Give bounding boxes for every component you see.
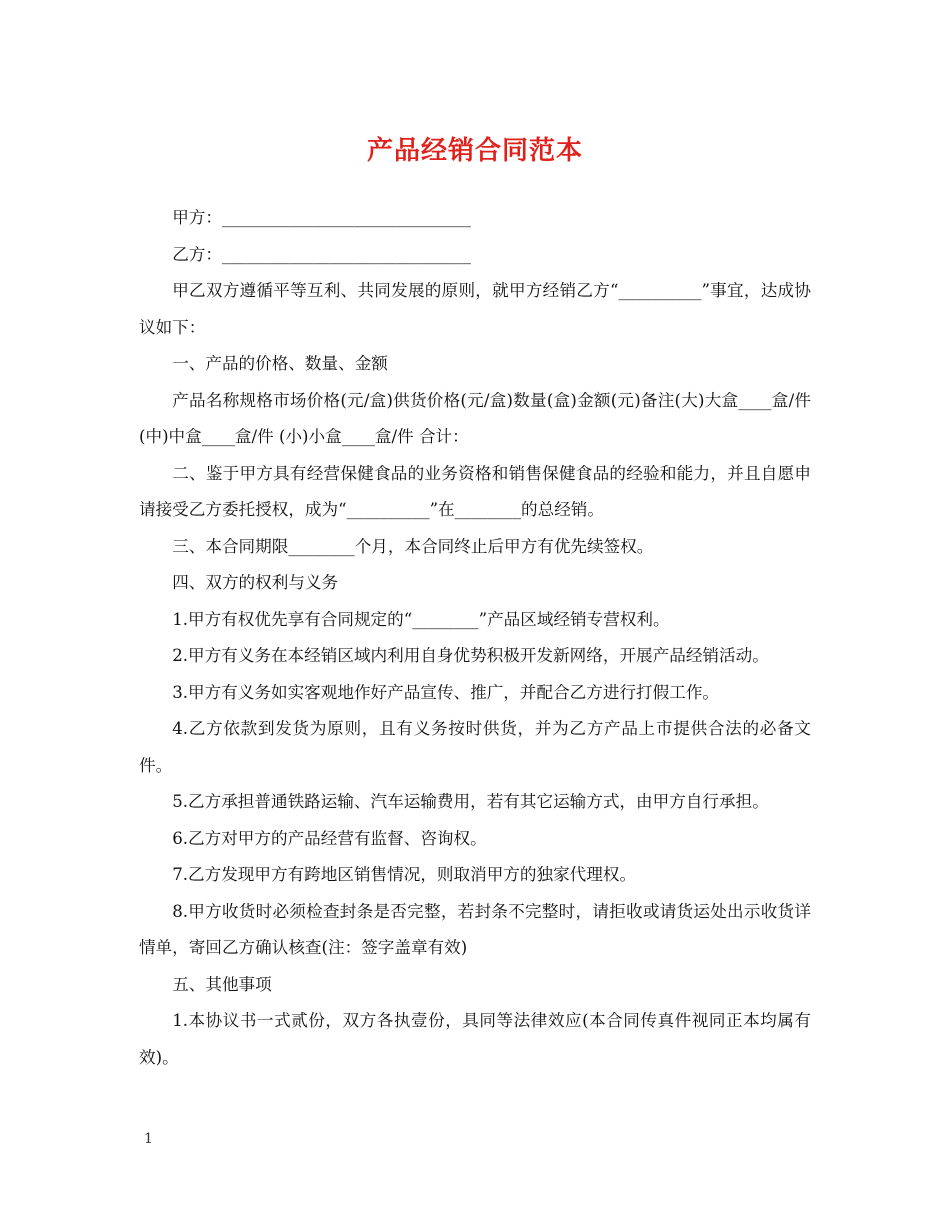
clause-4-3: 3.甲方有义务如实客观地作好产品宣传、推广，并配合乙方进行打假工作。 — [172, 682, 720, 702]
product-table-text: 产品名称规格市场价格(元/盒)供货价格(元/盒)数量(盒)金额(元)备注(大)大盒____盒/件 (中)中盒____盒/件 (小)小盒____盒/件 合计： — [139, 390, 811, 446]
section-heading-5: 五、其他事项 — [172, 974, 272, 994]
page-number: 1 — [144, 1131, 153, 1147]
clause-4-7: 7.乙方发现甲方有跨地区销售情况，则取消甲方的独家代理权。 — [172, 865, 637, 884]
clause-5-1: 1.本协议书一式贰份，双方各执壹份，具同等法律效应(本合同传真件视同正本均属有效)。 — [139, 1011, 811, 1067]
document-body — [139, 200, 811, 1076]
section-2-paragraph: 二、鉴于甲方具有经营保健食品的业务资格和销售保健食品的经验和能力，并且自愿申请接受乙方委托授权，成为“__________”在________的总经销。 — [139, 463, 811, 519]
party-b-line: 乙方：______________________________ — [172, 244, 471, 264]
clause-4-2: 2.甲方有义务在本经销区域内利用自身优势积极开发新网络，开展产品经销活动。 — [172, 646, 769, 665]
preamble-paragraph: 甲乙双方遵循平等互利、共同发展的原则，就甲方经销乙方“__________”事宜，达成协议如下： — [139, 281, 811, 337]
clause-4-1: 1.甲方有权优先享有合同规定的“________”产品区域经销专营权利。 — [172, 609, 670, 629]
section-3-paragraph: 三、本合同期限________个月，本合同终止后甲方有优先续签权。 — [172, 536, 654, 556]
document-title: 产品经销合同范本 — [366, 136, 583, 166]
clause-4-8: 8.甲方收货时必须检查封条是否完整，若封条不完整时，请拒收或请货运处出示收货详情单，寄回乙方确认核查(注：签字盖章有效) — [139, 901, 811, 957]
clause-4-4: 4.乙方依款到发货为原则，且有义务按时供货，并为乙方产品上市提供合法的必备文件。 — [139, 719, 811, 775]
section-heading-1: 一、产品的价格、数量、金额 — [172, 354, 388, 373]
party-a-line: 甲方：______________________________ — [172, 208, 471, 227]
clause-4-5: 5.乙方承担普通铁路运输、汽车运输费用，若有其它运输方式，由甲方自行承担。 — [172, 792, 769, 811]
clause-4-6: 6.乙方对甲方的产品经营有监督、咨询权。 — [172, 828, 487, 848]
section-heading-4: 四、双方的权利与义务 — [172, 573, 339, 592]
